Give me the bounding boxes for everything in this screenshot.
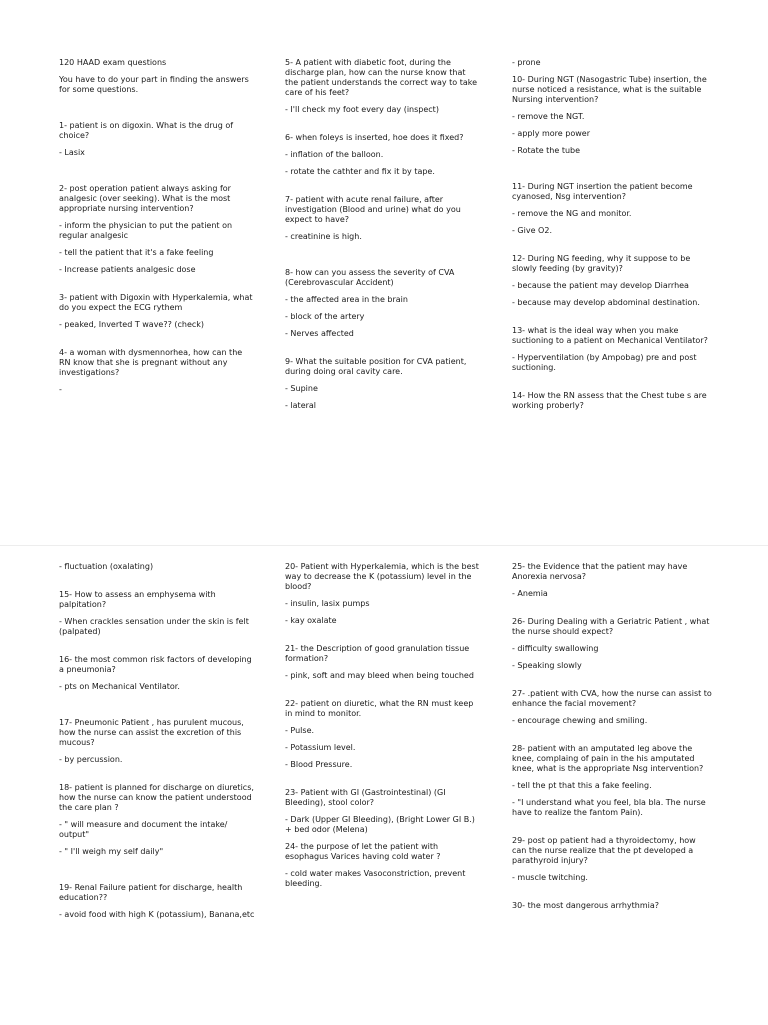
column-3 bbox=[512, 562, 712, 918]
question-text: 7- patient with acute renal failure, after investigation (Blood and urine) what do you expect to have? bbox=[285, 195, 461, 224]
answer-text: - peaked, Inverted T wave?? (check) bbox=[59, 320, 205, 329]
question-text: 17- Pneumonic Patient , has purulent mucous, how the nurse can assist the excretion of this mucous? bbox=[59, 718, 244, 747]
answer-text: - Potassium level. bbox=[285, 743, 356, 752]
question-text: 27- .patient with CVA, how the nurse can assist to enhance the facial movement? bbox=[512, 689, 712, 708]
question-text: 21- the Description of good granulation tissue formation? bbox=[285, 644, 470, 663]
column-2 bbox=[285, 58, 481, 418]
answer-text: - fluctuation (oxalating) bbox=[59, 562, 154, 571]
answer-text: - Supine bbox=[285, 384, 318, 393]
column-1 bbox=[59, 562, 255, 927]
answer-text: - Increase patients analgesic dose bbox=[59, 265, 196, 274]
column-1 bbox=[59, 58, 255, 402]
question-text: 14- How the RN assess that the Chest tube s are working proberly? bbox=[512, 391, 707, 410]
answer-text: - difficulty swallowing bbox=[512, 644, 599, 653]
answer-text: - muscle twitching. bbox=[512, 873, 588, 882]
answer-text: - because may develop abdominal destination. bbox=[512, 298, 700, 307]
answer-text: - the affected area in the brain bbox=[285, 295, 408, 304]
answer-text: - insulin, lasix pumps bbox=[285, 599, 370, 608]
answer-text: - inform the physician to put the patient on regular analgesic bbox=[59, 221, 233, 240]
answer-text: - inflation of the balloon. bbox=[285, 150, 384, 159]
answer-text: - "I understand what you feel, bla bla. The nurse have to realize the fantom Pain). bbox=[512, 798, 706, 817]
column-2 bbox=[285, 562, 481, 896]
answer-text: - remove the NGT. bbox=[512, 112, 585, 121]
answer-text: - avoid food with high K (potassium), Banana,etc bbox=[59, 910, 255, 919]
answer-text: 120 HAAD exam questions bbox=[59, 58, 167, 67]
answer-text: - When crackles sensation under the skin is felt (palpated) bbox=[59, 617, 249, 636]
answer-text: - because the patient may develop Diarrhea bbox=[512, 281, 689, 290]
question-text: 29- post op patient had a thyroidectomy, how can the nurse realize that the pt developed a parathyroid injury? bbox=[512, 836, 696, 865]
answer-text: - Nerves affected bbox=[285, 329, 354, 338]
question-text: 26- During Dealing with a Geriatric Patient , what the nurse should expect? bbox=[512, 617, 710, 636]
answer-text: - kay oxalate bbox=[285, 616, 337, 625]
question-text: 19- Renal Failure patient for discharge, health education?? bbox=[59, 883, 243, 902]
answer-text: - " will measure and document the intake/ output" bbox=[59, 820, 228, 839]
answer-text: - lateral bbox=[285, 401, 317, 410]
question-text: 5- A patient with diabetic foot, during the discharge plan, how can the nurse know that the patient understands the correct way to take care of his feet? bbox=[285, 58, 478, 97]
answer-text: - cold water makes Vasoconstriction, prevent bleeding. bbox=[285, 869, 466, 888]
question-text: 1- patient is on digoxin. What is the drug of choice? bbox=[59, 121, 234, 140]
answer-text: - Rotate the tube bbox=[512, 146, 581, 155]
answer-text: - remove the NG and monitor. bbox=[512, 209, 632, 218]
answer-text: - Anemia bbox=[512, 589, 548, 598]
question-text: 4- a woman with dysmennorhea, how can the RN know that she is pregnant without any investigations? bbox=[59, 348, 243, 377]
page-bottom-half bbox=[0, 545, 768, 1025]
answer-text: - Lasix bbox=[59, 148, 85, 157]
question-text: 16- the most common risk factors of developing a pneumonia? bbox=[59, 655, 252, 674]
answer-text: - prone bbox=[512, 58, 541, 67]
question-text: 8- how can you assess the severity of CVA (Cerebrovascular Accident) bbox=[285, 268, 455, 287]
question-text: 23- Patient with GI (Gastrointestinal) (GI Bleeding), stool color? bbox=[285, 788, 446, 807]
question-text: 28- patient with an amputated leg above the knee, complaing of pain in the his amputated knee, what is the appropriate Nsg intervention? bbox=[512, 744, 704, 773]
question-text: 30- the most dangerous arrhythmia? bbox=[512, 901, 660, 910]
question-text: 25- the Evidence that the patient may have Anorexia nervosa? bbox=[512, 562, 688, 581]
question-text: 2- post operation patient always asking for analgesic (over seeking). What is the most appropriate nursing intervention? bbox=[59, 184, 231, 213]
answer-text: - Dark (Upper GI Bleeding), (Bright Lower GI B.) + bed odor (Melena) bbox=[285, 815, 475, 834]
answer-text: - pts on Mechanical Ventilator. bbox=[59, 682, 180, 691]
question-text: 11- During NGT insertion the patient become cyanosed, Nsg intervention? bbox=[512, 182, 693, 201]
question-text: 9- What the suitable position for CVA patient, during doing oral cavity care. bbox=[285, 357, 467, 376]
answer-text: - Pulse. bbox=[285, 726, 315, 735]
column-3 bbox=[512, 58, 712, 418]
question-text: 18- patient is planned for discharge on diuretics, how the nurse can know the patient understood the care plan ? bbox=[59, 783, 254, 812]
answer-text: - rotate the cathter and fix it by tape. bbox=[285, 167, 435, 176]
question-text: 6- when foleys is inserted, hoe does it fixed? bbox=[285, 133, 464, 142]
answer-text: - by percussion. bbox=[59, 755, 123, 764]
answer-text: - tell the patient that it's a fake feeling bbox=[59, 248, 214, 257]
question-text: 20- Patient with Hyperkalemia, which is the best way to decrease the K (potassium) level in the blood? bbox=[285, 562, 479, 591]
answer-text: You have to do your part in finding the answers for some questions. bbox=[59, 75, 249, 94]
answer-text: - tell the pt that this a fake feeling. bbox=[512, 781, 652, 790]
question-text: 22- patient on diuretic, what the RN must keep in mind to monitor. bbox=[285, 699, 474, 718]
answer-text: - " I'll weigh my self daily" bbox=[59, 847, 164, 856]
answer-text: - creatinine is high. bbox=[285, 232, 362, 241]
answer-text: - apply more power bbox=[512, 129, 590, 138]
question-text: 10- During NGT (Nasogastric Tube) insertion, the nurse noticed a resistance, what is the suitable Nursing intervention? bbox=[512, 75, 707, 104]
question-text: 3- patient with Digoxin with Hyperkalemia, what do you expect the ECG rythem bbox=[59, 293, 253, 312]
question-text: 13- what is the ideal way when you make suctioning to a patient on Mechanical Ventilator? bbox=[512, 326, 708, 345]
answer-text: - encourage chewing and smiling. bbox=[512, 716, 648, 725]
answer-text: - Blood Pressure. bbox=[285, 760, 353, 769]
question-text: 15- How to assess an emphysema with palpitation? bbox=[59, 590, 216, 609]
question-text: 24- the purpose of let the patient with esophagus Varices having cold water ? bbox=[285, 842, 441, 861]
answer-text: - Give O2. bbox=[512, 226, 552, 235]
answer-text: - bbox=[59, 385, 62, 394]
answer-text: - pink, soft and may bleed when being touched bbox=[285, 671, 474, 680]
answer-text: - Speaking slowly bbox=[512, 661, 582, 670]
answer-text: - I'll check my foot every day (inspect) bbox=[285, 105, 439, 114]
question-text: 12- During NG feeding, why it suppose to be slowly feeding (by gravity)? bbox=[512, 254, 691, 273]
answer-text: - block of the artery bbox=[285, 312, 365, 321]
answer-text: - Hyperventilation (by Ampobag) pre and post suctioning. bbox=[512, 353, 697, 372]
